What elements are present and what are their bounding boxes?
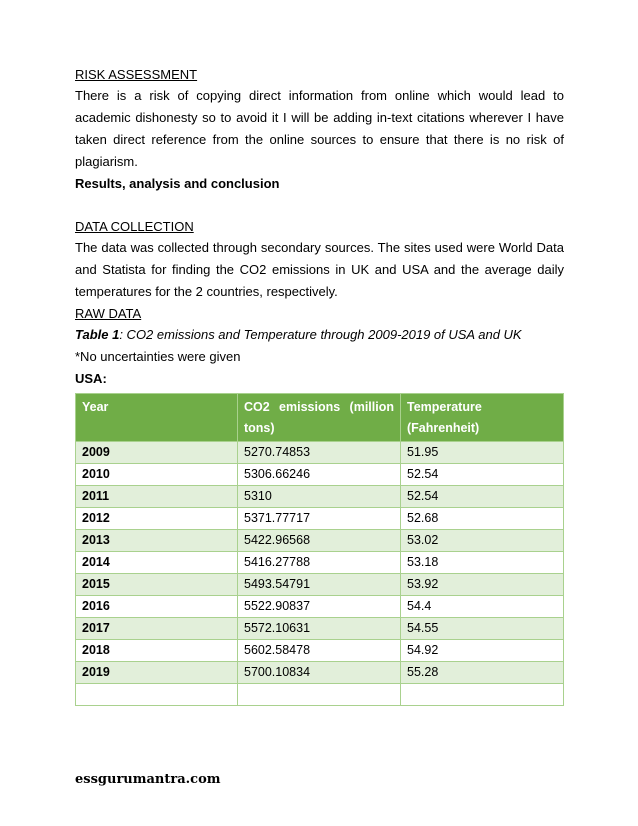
footer-site: essgurumantra.com	[75, 772, 221, 787]
cell-year: 2011	[76, 486, 238, 508]
cell-year: 2016	[76, 596, 238, 618]
cell-co2: 5306.66246	[238, 464, 401, 486]
table-row	[76, 574, 564, 596]
uncertainty-note: *No uncertainties were given	[75, 349, 241, 364]
results-heading: Results, analysis and conclusion	[75, 176, 280, 191]
raw-data-heading: RAW DATA	[75, 306, 142, 321]
table-caption-text: : CO2 emissions and Temperature through 2009-2019 of USA and UK	[119, 327, 522, 342]
table-row	[76, 442, 564, 464]
data-table	[75, 393, 564, 706]
cell-co2: 5270.74853	[238, 442, 401, 464]
table-row	[76, 508, 564, 530]
risk-assessment-text: There is a risk of copying direct information from online which would lead to academic dishonesty so to avoid it I will be adding in-text citations wherever I have taken direct reference from the online sources to ensure that there is no risk of plagiarism.	[75, 88, 564, 169]
cell-temperature: 54.55	[401, 618, 564, 640]
risk-assessment-heading: RISK ASSESSMENT	[75, 67, 198, 82]
cell-temperature: 54.4	[401, 596, 564, 618]
table-body	[76, 442, 564, 706]
header-co2: CO2 emissions (million tons)	[238, 394, 401, 442]
table-row	[76, 552, 564, 574]
cell-temperature: 55.28	[401, 662, 564, 684]
table-row	[76, 618, 564, 640]
cell-co2: 5493.54791	[238, 574, 401, 596]
cell-year: 2013	[76, 530, 238, 552]
cell-temperature: 54.92	[401, 640, 564, 662]
cell-year: 2014	[76, 552, 238, 574]
cell-co2	[238, 684, 401, 706]
cell-temperature: 52.54	[401, 464, 564, 486]
cell-co2: 5522.90837	[238, 596, 401, 618]
cell-temperature: 53.02	[401, 530, 564, 552]
cell-co2: 5700.10834	[238, 662, 401, 684]
table-row	[76, 464, 564, 486]
cell-co2: 5422.96568	[238, 530, 401, 552]
table-caption	[75, 324, 564, 346]
cell-temperature: 51.95	[401, 442, 564, 464]
cell-year	[76, 684, 238, 706]
cell-co2: 5371.77717	[238, 508, 401, 530]
cell-temperature: 53.18	[401, 552, 564, 574]
data-collection-text: The data was collected through secondary sources. The sites used were World Data and Statista for finding the CO2 emissions in UK and USA and the average daily temperatures for the 2 countries, respectively.	[75, 240, 564, 299]
header-year: Year	[76, 394, 238, 442]
table-row	[76, 486, 564, 508]
cell-co2: 5310	[238, 486, 401, 508]
cell-year: 2019	[76, 662, 238, 684]
cell-temperature	[401, 684, 564, 706]
cell-year: 2015	[76, 574, 238, 596]
cell-year: 2012	[76, 508, 238, 530]
table-caption-label: Table 1	[75, 327, 120, 342]
cell-year: 2009	[76, 442, 238, 464]
table-row	[76, 596, 564, 618]
table-row	[76, 640, 564, 662]
cell-year: 2017	[76, 618, 238, 640]
cell-year: 2018	[76, 640, 238, 662]
table-row	[76, 662, 564, 684]
cell-co2: 5416.27788	[238, 552, 401, 574]
table-row	[76, 684, 564, 706]
table-row	[76, 530, 564, 552]
cell-temperature: 53.92	[401, 574, 564, 596]
header-temperature: Temperature (Fahrenheit)	[401, 394, 564, 442]
country-label: USA:	[75, 371, 107, 386]
spacer	[75, 195, 564, 216]
document-body	[75, 64, 564, 706]
cell-temperature: 52.54	[401, 486, 564, 508]
cell-co2: 5602.58478	[238, 640, 401, 662]
data-collection-heading: DATA COLLECTION	[75, 219, 194, 234]
table-header-row	[76, 394, 564, 442]
cell-temperature: 52.68	[401, 508, 564, 530]
cell-year: 2010	[76, 464, 238, 486]
cell-co2: 5572.10631	[238, 618, 401, 640]
